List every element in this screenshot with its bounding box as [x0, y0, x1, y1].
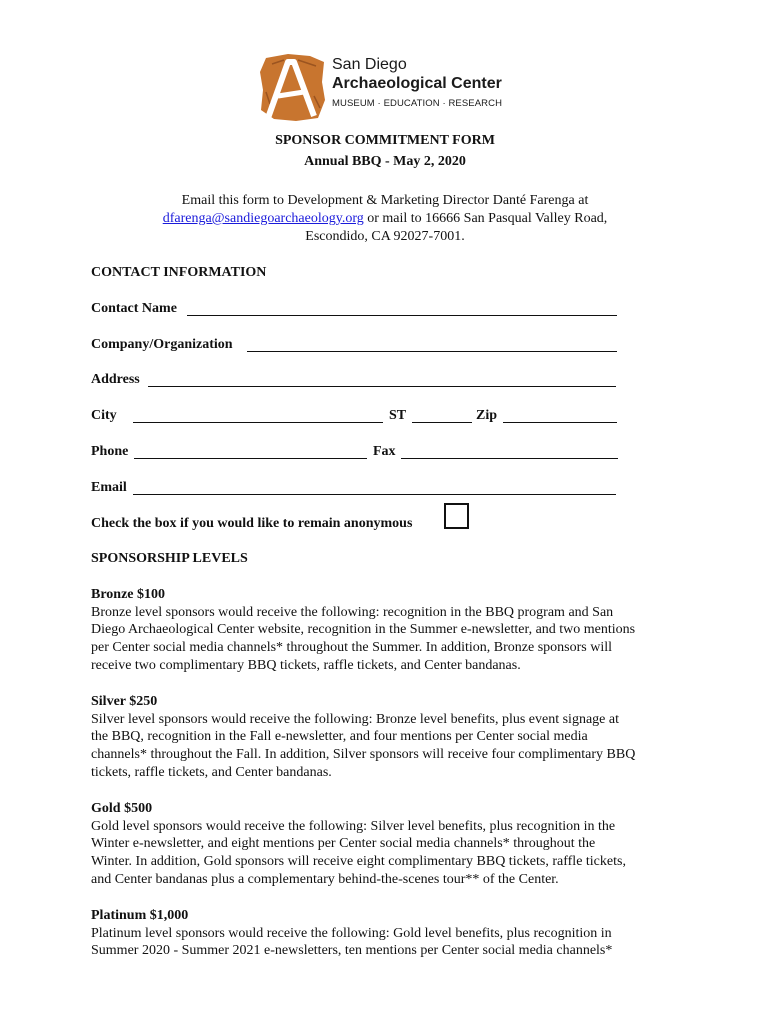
address-row — [91, 371, 621, 389]
fax-field[interactable] — [401, 458, 618, 459]
state-label: ST — [389, 408, 407, 423]
level-title: Silver $250 — [91, 694, 158, 709]
form-title: SPONSOR COMMITMENT FORM — [275, 133, 495, 148]
city-state-zip-row — [91, 407, 621, 425]
city-label: City — [91, 408, 117, 423]
logo-name-line2: Archaeological Center — [332, 75, 502, 92]
address-field[interactable] — [148, 386, 616, 387]
email-field[interactable] — [133, 494, 616, 495]
fax-label: Fax — [373, 444, 396, 459]
level-title: Bronze $100 — [91, 587, 166, 602]
zip-label: Zip — [476, 408, 498, 423]
company-label: Company/Organization — [91, 337, 233, 352]
level-text-line: Bronze level sponsors would receive the following: recognition in the BBQ program and San — [91, 604, 614, 620]
level-text-line: Summer 2020 - Summer 2021 e-newsletters, ten mentions per Center social media channels* — [91, 943, 613, 959]
anonymous-label: Check the box if you would like to remain anonymous — [91, 516, 413, 531]
level-text-line: Platinum level sponsors would receive the following: Gold level benefits, plus recognition in — [91, 925, 612, 941]
contact-heading: CONTACT INFORMATION — [91, 265, 267, 280]
phone-field[interactable] — [134, 458, 367, 459]
contact-name-field[interactable] — [187, 315, 617, 316]
intro-line3: Escondido, CA 92027-7001. — [305, 229, 465, 244]
level-text-line: and Center bandanas plus a complementary behind-the-scenes tour** of the Center. — [91, 871, 559, 887]
level-silver — [91, 693, 691, 782]
anonymous-checkbox[interactable] — [444, 503, 469, 529]
email-row — [91, 479, 621, 497]
phone-label: Phone — [91, 444, 129, 459]
level-title: Platinum $1,000 — [91, 908, 189, 923]
intro-paragraph — [0, 192, 770, 246]
level-platinum — [91, 907, 691, 960]
level-text-line: tickets, raffle tickets, and Center bandanas. — [91, 764, 332, 780]
stone-tablet-letter-a-icon — [258, 52, 326, 122]
logo-tagline: MUSEUM · EDUCATION · RESEARCH — [332, 98, 503, 109]
form-subtitle: Annual BBQ - May 2, 2020 — [304, 154, 466, 169]
sponsorship-heading: SPONSORSHIP LEVELS — [91, 551, 248, 566]
level-gold — [91, 800, 691, 889]
intro-line2 — [0, 210, 770, 228]
level-text-line: per Center social media channels* throughout the Summer. In addition, Bronze sponsors will — [91, 640, 613, 656]
level-bronze — [91, 586, 691, 675]
phone-fax-row — [91, 443, 621, 461]
address-label: Address — [91, 372, 140, 387]
contact-name-label: Contact Name — [91, 301, 177, 316]
intro-line1: Email this form to Development & Marketing Director Danté Farenga at — [181, 193, 589, 208]
level-text-line: Winter. In addition, Gold sponsors will receive eight complimentary BBQ tickets, raffle tickets, — [91, 854, 626, 870]
company-row — [91, 336, 621, 354]
level-text-line: channels* throughout the Fall. In addition, Silver sponsors will receive four complimentary BBQ — [91, 747, 636, 763]
email-label: Email — [91, 480, 127, 495]
zip-field[interactable] — [503, 422, 617, 423]
level-title: Gold $500 — [91, 801, 153, 816]
contact-name-row — [91, 300, 621, 318]
level-text-line: receive two complimentary BBQ tickets, raffle tickets, and Center bandanas. — [91, 657, 521, 673]
company-field[interactable] — [247, 351, 617, 352]
email-link[interactable]: dfarenga@sandiegoarchaeology.org — [162, 211, 364, 226]
level-text-line: Diego Archaeological Center website, recognition in the Summer e-newsletter, and two mentions — [91, 622, 636, 638]
level-text-line: Winter e-newsletter, and eight mentions per Center social media channels* throughout the — [91, 836, 596, 852]
city-field[interactable] — [133, 422, 383, 423]
anonymous-row — [91, 515, 451, 533]
logo-name-line1: San Diego — [332, 56, 407, 73]
level-text-line: Gold level sponsors would receive the following: Silver level benefits, plus recognition in the — [91, 818, 616, 834]
intro-line2-rest: or mail to 16666 San Pasqual Valley Road, — [363, 211, 608, 226]
org-logo — [258, 52, 528, 122]
level-text-line: the BBQ, recognition in the Fall e-newsletter, and four mentions per Center social media — [91, 729, 588, 745]
level-text-line: Silver level sponsors would receive the following: Bronze level benefits, plus event signage at — [91, 711, 619, 727]
state-field[interactable] — [412, 422, 472, 423]
